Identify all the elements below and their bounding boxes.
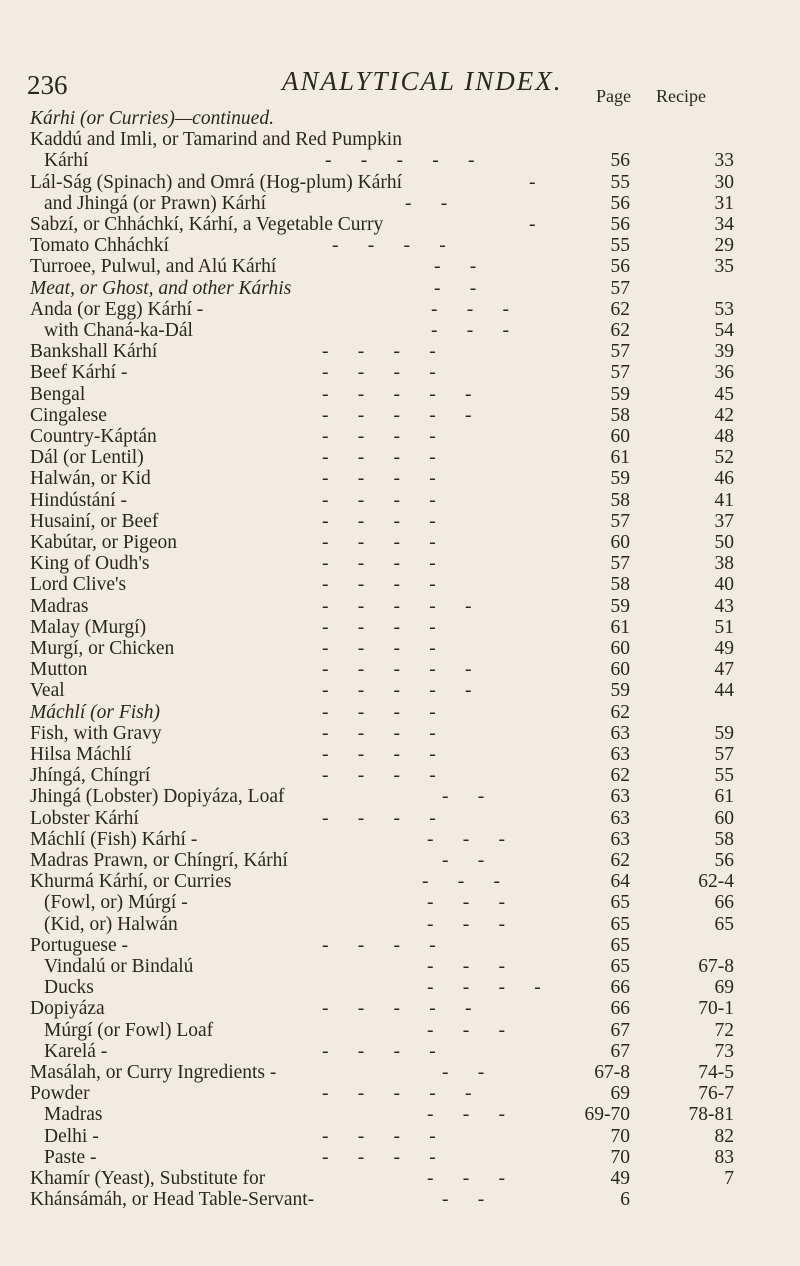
- entry-recipe: 60: [714, 807, 734, 829]
- entry-page: 62: [610, 701, 630, 723]
- entry-label: Hilsa Máchlí: [30, 744, 132, 765]
- entry-page: 65: [610, 934, 630, 956]
- entry-label: Lál-Ság (Spinach) and Omrá (Hog-plum) Kárhí: [30, 171, 403, 193]
- entry-page: 66: [610, 977, 630, 999]
- index-entry: [0, 129, 800, 151]
- entry-label: (Kid, or) Halwán: [44, 913, 178, 935]
- entry-label: Karelá -: [44, 1040, 108, 1062]
- entry-label: and Jhingá (or Prawn) Kárhí: [44, 192, 267, 214]
- entry-page: 64: [610, 871, 630, 893]
- entry-label: Hindústání -: [30, 489, 127, 511]
- leader-dashes: - - - -: [322, 362, 436, 384]
- index-entry: [0, 447, 800, 469]
- entry-page: 6: [620, 1189, 630, 1211]
- leader-dashes: - - -: [427, 1168, 505, 1189]
- entry-recipe: 73: [714, 1040, 734, 1062]
- entry-label: Anda (or Egg) Kárhí -: [30, 298, 204, 320]
- index-entry: [0, 1126, 800, 1148]
- leader-dashes: - - - - -: [322, 595, 472, 617]
- entry-label: Halwán, or Kid: [30, 468, 151, 490]
- entry-recipe: 36: [714, 362, 734, 384]
- leader-dashes: - -: [442, 850, 485, 871]
- entry-page: 65: [610, 913, 630, 935]
- entry-recipe: 45: [714, 383, 734, 405]
- entry-label: Cingalese: [30, 404, 107, 426]
- leader-dashes: - - - -: [322, 489, 436, 511]
- index-entry: [0, 193, 800, 215]
- index-entry: [0, 786, 800, 808]
- entry-recipe: 31: [714, 192, 734, 214]
- index-entry: [0, 553, 800, 575]
- entry-page: 61: [610, 616, 630, 638]
- leader-dashes: - - - -: [322, 1125, 436, 1147]
- entry-recipe: 38: [714, 553, 734, 575]
- leader-dashes: - - - -: [322, 722, 436, 744]
- entry-page: 63: [610, 807, 630, 829]
- entry-label: Veal: [30, 680, 65, 702]
- leader-dashes: - - - - -: [322, 383, 472, 405]
- index-entry: [0, 235, 800, 257]
- entry-recipe: 7: [724, 1168, 734, 1189]
- index-entry: [0, 341, 800, 363]
- leader-dashes: - - - - -: [322, 404, 472, 426]
- index-entry: [0, 596, 800, 618]
- entry-label: Madras: [30, 595, 89, 617]
- entry-label: Country-Káptán: [30, 426, 157, 447]
- index-entry: [0, 532, 800, 554]
- leader-dashes: - - - -: [322, 447, 436, 469]
- entry-page: 63: [610, 744, 630, 765]
- entry-label: Jhingá (Lobster) Dopiyáza, Loaf: [30, 786, 285, 808]
- index-entry: [0, 998, 800, 1020]
- entry-label: Beef Kárhí -: [30, 362, 128, 384]
- entry-page: 55: [610, 235, 630, 257]
- entry-recipe: 69: [714, 977, 734, 999]
- column-heading-page: Page: [596, 86, 631, 106]
- entry-label: Vindalú or Bindalú: [44, 956, 194, 977]
- entry-label: Lord Clive's: [30, 574, 127, 596]
- leader-dashes: - - - -: [322, 701, 436, 723]
- entry-page: 57: [610, 341, 630, 363]
- entry-page: 57: [610, 362, 630, 384]
- entry-page: 70: [610, 1146, 630, 1168]
- entry-recipe: 46: [714, 468, 734, 490]
- leader-dashes: -: [529, 171, 536, 193]
- entry-page: 59: [610, 383, 630, 405]
- entry-recipe: 57: [714, 744, 734, 765]
- entry-label: Dopiyáza: [30, 998, 105, 1020]
- entry-page: 62: [610, 765, 630, 787]
- entry-page: 65: [610, 956, 630, 977]
- entry-recipe: 62-4: [698, 871, 734, 893]
- entry-recipe: 34: [714, 214, 734, 235]
- entry-recipe: 30: [714, 171, 734, 193]
- index-entry: [0, 723, 800, 745]
- entry-page: 58: [610, 489, 630, 511]
- entry-page: 67: [610, 1040, 630, 1062]
- index-entry: [0, 384, 800, 406]
- entry-label: Masálah, or Curry Ingredients -: [30, 1062, 277, 1083]
- entry-page: 59: [610, 680, 630, 702]
- entry-page: 61: [610, 447, 630, 469]
- entry-page: 60: [610, 532, 630, 553]
- entry-page: 57: [610, 553, 630, 575]
- index-entry: [0, 278, 800, 300]
- entry-label: Meat, or Ghost, and other Kárhis: [30, 277, 292, 299]
- index-entry: [0, 320, 800, 342]
- entry-label: Dál (or Lentil): [30, 447, 144, 469]
- index-entry: [0, 172, 800, 194]
- leader-dashes: - - -: [431, 320, 509, 341]
- index-entry: [0, 765, 800, 787]
- leader-dashes: - - - -: [322, 616, 436, 638]
- entry-recipe: 83: [714, 1146, 734, 1168]
- entry-page: 67-8: [594, 1062, 630, 1083]
- index-entry: [0, 1083, 800, 1105]
- entry-label: Múrgí (or Fowl) Loaf: [44, 1019, 214, 1041]
- leader-dashes: - - - -: [322, 1040, 436, 1062]
- entry-page: 62: [610, 320, 630, 341]
- entry-page: 57: [610, 510, 630, 532]
- leader-dashes: - -: [434, 277, 477, 299]
- leader-dashes: - - - - -: [322, 680, 472, 702]
- leader-dashes: - - -: [427, 892, 505, 914]
- index-entry: [0, 1041, 800, 1063]
- entry-page: 63: [610, 786, 630, 808]
- index-entry: [0, 405, 800, 427]
- leader-dashes: - - -: [427, 1019, 505, 1041]
- leader-dashes: - - - -: [322, 553, 436, 575]
- leader-dashes: - - -: [422, 871, 500, 893]
- entry-recipe: 58: [714, 828, 734, 850]
- leader-dashes: - - - -: [322, 638, 436, 659]
- entry-page: 56: [610, 214, 630, 235]
- index-entry: [0, 150, 800, 172]
- entry-label: Khamír (Yeast), Substitute for: [30, 1168, 266, 1189]
- index-entry: [0, 871, 800, 893]
- leader-dashes: - - -: [427, 913, 505, 935]
- entry-label: Portuguese -: [30, 934, 129, 956]
- entry-label: Turroee, Pulwul, and Alú Kárhí: [30, 256, 277, 278]
- entry-recipe: 42: [714, 404, 734, 426]
- entry-label: Kabútar, or Pigeon: [30, 532, 178, 553]
- leader-dashes: - - - -: [322, 510, 436, 532]
- entry-page: 69-70: [584, 1104, 630, 1126]
- entry-recipe: 78-81: [688, 1104, 734, 1126]
- index-entry: [0, 977, 800, 999]
- entry-label: Bengal: [30, 383, 86, 405]
- entry-recipe: 67-8: [698, 956, 734, 977]
- leader-dashes: - - -: [431, 298, 509, 320]
- entry-recipe: 43: [714, 595, 734, 617]
- entry-label: Ducks: [44, 977, 94, 999]
- entry-recipe: 40: [714, 574, 734, 596]
- entry-page: 60: [610, 426, 630, 447]
- entry-label: Sabzí, or Chháchkí, Kárhí, a Vegetable Curry: [30, 214, 384, 235]
- index-entry: [0, 1020, 800, 1042]
- index-entry: [0, 426, 800, 448]
- entry-recipe: 66: [714, 892, 734, 914]
- entry-label: Paste -: [44, 1146, 97, 1168]
- leader-dashes: - - - - -: [325, 150, 475, 172]
- entry-page: 65: [610, 892, 630, 914]
- entry-label: Khurmá Kárhí, or Curries: [30, 871, 232, 893]
- entry-recipe: 59: [714, 722, 734, 744]
- entry-page: 69: [610, 1083, 630, 1105]
- leader-dashes: - - - -: [322, 574, 436, 596]
- index-entry: [0, 829, 800, 851]
- leader-dashes: - -: [442, 786, 485, 808]
- index-entry: [0, 808, 800, 830]
- leader-dashes: - - -: [427, 956, 505, 977]
- entry-label: King of Oudh's: [30, 553, 150, 575]
- entry-recipe: 76-7: [698, 1083, 734, 1105]
- entry-page: 60: [610, 638, 630, 659]
- leader-dashes: - -: [442, 1062, 485, 1083]
- entry-label: Máchlí (Fish) Kárhí -: [30, 828, 198, 850]
- entry-recipe: 48: [714, 426, 734, 447]
- index-entry: [0, 1062, 800, 1084]
- entry-label: Tomato Chháchkí: [30, 235, 169, 257]
- index-entry: [0, 574, 800, 596]
- entry-page: 66: [610, 998, 630, 1020]
- entry-recipe: 50: [714, 532, 734, 553]
- running-title: ANALYTICAL INDEX.: [282, 66, 563, 96]
- entry-label: Murgí, or Chicken: [30, 638, 175, 659]
- leader-dashes: - - -: [427, 828, 505, 850]
- column-heading-recipe: Recipe: [656, 86, 706, 106]
- index-entry: [0, 468, 800, 490]
- entry-recipe: 49: [714, 638, 734, 659]
- leader-dashes: - - - -: [322, 468, 436, 490]
- leader-dashes: - - - -: [322, 341, 436, 363]
- index-entry: [0, 1147, 800, 1169]
- entry-recipe: 61: [714, 786, 734, 808]
- entry-recipe: 56: [714, 850, 734, 871]
- entry-label: Máchlí (or Fish): [30, 701, 160, 723]
- entry-recipe: 65: [714, 913, 734, 935]
- entry-page: 70: [610, 1125, 630, 1147]
- index-entry: [0, 1168, 800, 1190]
- leader-dashes: - - - -: [322, 1146, 436, 1168]
- leader-dashes: - - - -: [427, 977, 541, 999]
- leader-dashes: - - - -: [322, 532, 436, 553]
- entry-page: 56: [610, 256, 630, 278]
- entry-recipe: 39: [714, 341, 734, 363]
- entry-label: Husainí, or Beef: [30, 510, 159, 532]
- index-entry: [0, 850, 800, 872]
- entry-recipe: 35: [714, 256, 734, 278]
- entry-label: Fish, with Gravy: [30, 722, 162, 744]
- entry-recipe: 33: [714, 150, 734, 172]
- entry-page: 59: [610, 468, 630, 490]
- entry-label: Kárhí: [44, 150, 89, 172]
- entry-recipe: 41: [714, 489, 734, 511]
- leader-dashes: - - - -: [322, 934, 436, 956]
- entry-label: Delhi -: [44, 1125, 99, 1147]
- entry-label: Madras: [44, 1104, 103, 1126]
- entry-label: Malay (Murgí): [30, 616, 147, 638]
- entry-recipe: 37: [714, 510, 734, 532]
- leader-dashes: - - - - -: [322, 1083, 472, 1105]
- entry-recipe: 47: [714, 659, 734, 681]
- leader-dashes: - - - -: [322, 765, 436, 787]
- entry-page: 63: [610, 828, 630, 850]
- index-entry: [0, 935, 800, 957]
- index-entry: [0, 702, 800, 724]
- entry-label: Powder: [30, 1083, 90, 1105]
- leader-dashes: -: [529, 214, 536, 235]
- entry-label: Lobster Kárhí: [30, 807, 139, 829]
- index-entry: [0, 214, 800, 236]
- entry-recipe: 53: [714, 298, 734, 320]
- index-entry: [0, 617, 800, 639]
- leader-dashes: - -: [442, 1189, 485, 1211]
- entry-page: 58: [610, 404, 630, 426]
- entry-page: 56: [610, 192, 630, 214]
- page-number: 236: [27, 70, 68, 100]
- entry-recipe: 55: [714, 765, 734, 787]
- entry-page: 57: [610, 277, 630, 299]
- entry-recipe: 51: [714, 616, 734, 638]
- leader-dashes: - - - -: [322, 744, 436, 765]
- index-entry: [0, 490, 800, 512]
- leader-dashes: - -: [434, 256, 477, 278]
- entry-recipe: 74-5: [698, 1062, 734, 1083]
- entry-recipe: 52: [714, 447, 734, 469]
- entry-page: 55: [610, 171, 630, 193]
- index-entry: [0, 638, 800, 660]
- entry-recipe: 82: [714, 1125, 734, 1147]
- entry-recipe: 72: [714, 1019, 734, 1041]
- index-entry: [0, 511, 800, 533]
- index-entry: [0, 892, 800, 914]
- entry-label: Kaddú and Imli, or Tamarind and Red Pumpkin: [30, 129, 402, 151]
- entry-recipe: 54: [714, 320, 734, 341]
- index-entry: [0, 362, 800, 384]
- index-entry: [0, 1189, 800, 1211]
- entry-page: 59: [610, 595, 630, 617]
- entry-recipe: 70-1: [698, 998, 734, 1020]
- index-entry: [0, 1104, 800, 1126]
- leader-dashes: - - - -: [332, 235, 446, 257]
- leader-dashes: - - - -: [322, 426, 436, 447]
- leader-dashes: - - - - -: [322, 998, 472, 1020]
- entry-label: Bankshall Kárhí: [30, 341, 158, 363]
- leader-dashes: - - -: [427, 1104, 505, 1126]
- entry-page: 63: [610, 722, 630, 744]
- entry-recipe: 29: [714, 235, 734, 257]
- entry-page: 56: [610, 150, 630, 172]
- leader-dashes: - -: [405, 192, 448, 214]
- entry-label: Jhíngá, Chíngrí: [30, 765, 151, 787]
- entry-page: 62: [610, 850, 630, 871]
- entry-label: Madras Prawn, or Chíngrí, Kárhí: [30, 850, 288, 871]
- entry-label: Mutton: [30, 659, 88, 681]
- index-entry: [0, 956, 800, 978]
- entry-label: (Fowl, or) Múrgí -: [44, 892, 188, 914]
- entry-page: 62: [610, 298, 630, 320]
- entry-page: 49: [610, 1168, 630, 1189]
- entry-label: Khánsámáh, or Head Table-Servant-: [30, 1189, 315, 1211]
- index-entry: [0, 659, 800, 681]
- leader-dashes: - - - -: [322, 807, 436, 829]
- entry-label: Kárhi (or Curries)—continued.: [30, 108, 274, 129]
- index-entry: [0, 256, 800, 278]
- index-entry: [0, 914, 800, 936]
- entry-page: 58: [610, 574, 630, 596]
- entry-recipe: 44: [714, 680, 734, 702]
- entry-page: 67: [610, 1019, 630, 1041]
- index-entry: [0, 680, 800, 702]
- entry-label: with Chaná-ka-Dál: [44, 320, 193, 341]
- entry-page: 60: [610, 659, 630, 681]
- leader-dashes: - - - - -: [322, 659, 472, 681]
- index-entry: [0, 299, 800, 321]
- index-entry: [0, 108, 800, 130]
- index-entry: [0, 744, 800, 766]
